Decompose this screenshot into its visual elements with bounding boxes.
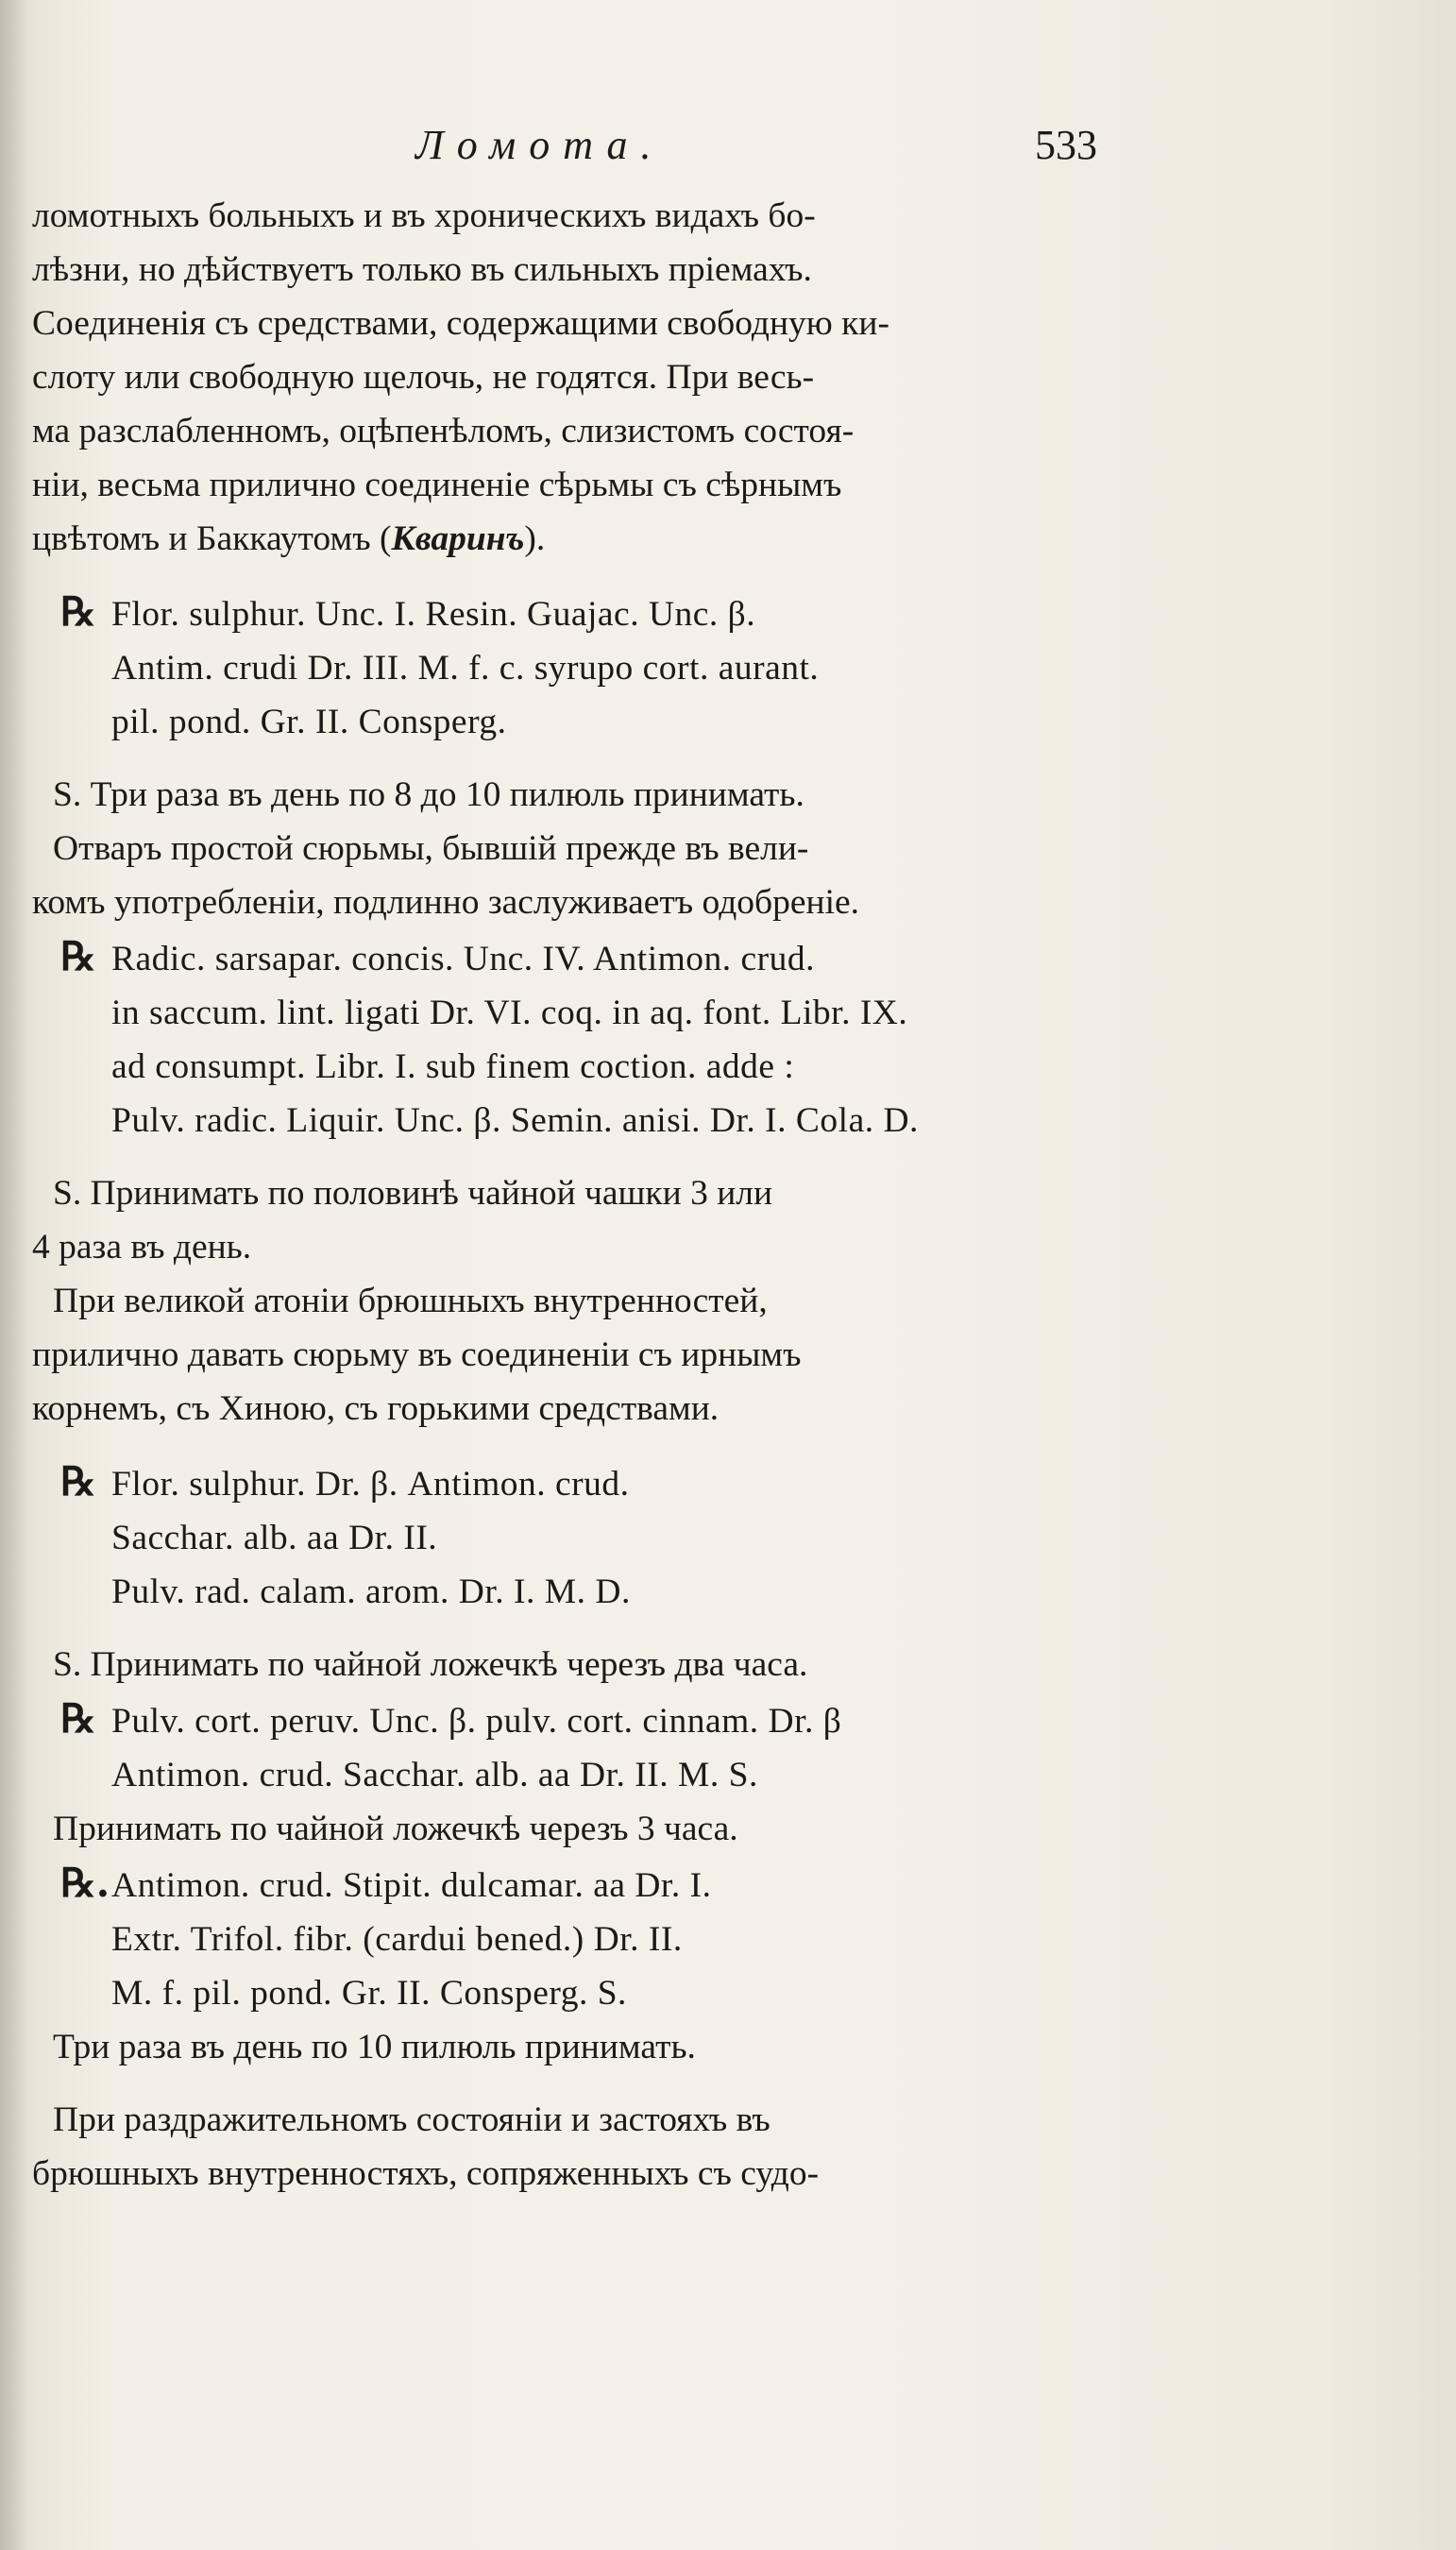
prescription-line: Flor. sulphur. Unc. I. Resin. Guajac. Unc. β. bbox=[111, 595, 756, 634]
prescription-signa: 4 раза въ день. bbox=[32, 1228, 252, 1266]
text-line: Соединенія съ средствами, содержащими свободную ки- bbox=[32, 304, 889, 343]
prescription-line: in saccum. lint. ligati Dr. VI. coq. in aq. font. Libr. IX. bbox=[111, 994, 908, 1032]
recipe-symbol: ℞ bbox=[60, 588, 96, 635]
prescription-line: Pulv. rad. calam. arom. Dr. I. M. D. bbox=[111, 1572, 631, 1611]
text-line: комъ употребленіи, подлинно заслуживаетъ одобреніе. bbox=[32, 883, 860, 922]
page-number: 533 bbox=[1035, 122, 1097, 168]
recipe-symbol: ℞. bbox=[60, 1860, 110, 1906]
prescription-line: Antimon. crud. Stipit. dulcamar. aa Dr. I. bbox=[111, 1866, 712, 1905]
paragraph-1 bbox=[32, 189, 1109, 566]
text-line: брюшныхъ внутренностяхъ, сопряженныхъ съ судо- bbox=[32, 2154, 820, 2193]
prescription-signa: Три раза въ день по 10 пилюль принимать. bbox=[53, 2028, 696, 2066]
prescription-line: Sacchar. alb. aa Dr. II. bbox=[111, 1519, 438, 1557]
text-line: ніи, весьма прилично соединеніе сѣрьмы съ сѣрнымъ bbox=[32, 466, 842, 504]
paragraph-3 bbox=[32, 1274, 1109, 1436]
recipe-symbol: ℞ bbox=[60, 1695, 96, 1742]
page-body bbox=[32, 189, 1109, 2201]
text-line: лѣзни, но дѣйствуетъ только въ сильныхъ пріемахъ. bbox=[32, 250, 812, 289]
prescription-5 bbox=[32, 1856, 1109, 2074]
paragraph-2 bbox=[32, 822, 1109, 929]
spine-shadow bbox=[0, 0, 28, 2550]
prescription-3 bbox=[32, 1454, 1109, 1692]
text-fragment: ). bbox=[524, 519, 546, 558]
prescription-line: M. f. pil. pond. Gr. II. Consperg. S. bbox=[111, 1974, 627, 2013]
text-fragment: цвѣтомъ и Баккаутомъ ( bbox=[32, 519, 392, 558]
text-line: При раздражительномъ состояніи и застояхъ въ bbox=[53, 2100, 770, 2139]
paragraph-4 bbox=[32, 2093, 1109, 2201]
prescription-line: Extr. Trifol. fibr. (cardui bened.) Dr. II. bbox=[111, 1920, 683, 1959]
text-line: ма разслабленномъ, оцѣпенѣломъ, слизистомъ состоя- bbox=[32, 412, 855, 450]
prescription-signa: Принимать по чайной ложечкѣ черезъ 3 часа. bbox=[53, 1810, 738, 1848]
recipe-symbol: ℞ bbox=[60, 1458, 96, 1504]
text-line: Отваръ простой сюрьмы, бывшій прежде въ вели- bbox=[53, 829, 809, 868]
prescription-line: pil. pond. Gr. II. Consperg. bbox=[111, 703, 507, 741]
author-citation: Кваринъ bbox=[391, 519, 525, 558]
recipe-symbol: ℞ bbox=[60, 933, 96, 979]
prescription-signa: S. Принимать по чайной ложечкѣ черезъ два часа. bbox=[53, 1645, 808, 1684]
prescription-2 bbox=[32, 929, 1109, 1274]
prescription-line: Antimon. crud. Sacchar. alb. aa Dr. II. M. S. bbox=[111, 1756, 758, 1794]
prescription-line: Radic. sarsapar. concis. Unc. IV. Antimon. crud. bbox=[111, 940, 816, 978]
text-line bbox=[32, 512, 1109, 566]
prescription-line: Antim. crudi Dr. III. M. f. c. syrupo cort. aurant. bbox=[111, 649, 820, 688]
text-line: ломотныхъ больныхъ и въ хроническихъ видахъ бо- bbox=[32, 196, 816, 235]
text-line: корнемъ, съ Хиною, съ горькими средствами. bbox=[32, 1389, 720, 1428]
text-line: слоту или свободную щелочь, не годятся. При весь- bbox=[32, 358, 815, 397]
prescription-signa: S. Три раза въ день по 8 до 10 пилюль принимать. bbox=[53, 775, 804, 814]
prescription-4 bbox=[32, 1692, 1109, 1856]
prescription-line: Flor. sulphur. Dr. β. Antimon. crud. bbox=[111, 1465, 630, 1504]
prescription-1 bbox=[32, 585, 1109, 822]
prescription-signa: S. Принимать по половинѣ чайной чашки 3 или bbox=[53, 1174, 773, 1213]
page-header bbox=[0, 121, 1456, 178]
running-title: Ломота. bbox=[415, 122, 665, 168]
prescription-line: Pulv. cort. peruv. Unc. β. pulv. cort. cinnam. Dr. β bbox=[111, 1702, 842, 1741]
text-line: При великой атоніи брюшныхъ внутренностей, bbox=[53, 1282, 768, 1320]
text-line: прилично давать сюрьму въ соединеніи съ ирнымъ bbox=[32, 1335, 802, 1374]
prescription-line: Pulv. radic. Liquir. Unc. β. Semin. anisi. Dr. I. Cola. D. bbox=[111, 1101, 919, 1140]
prescription-line: ad consumpt. Libr. I. sub finem coction. adde : bbox=[111, 1047, 795, 1086]
